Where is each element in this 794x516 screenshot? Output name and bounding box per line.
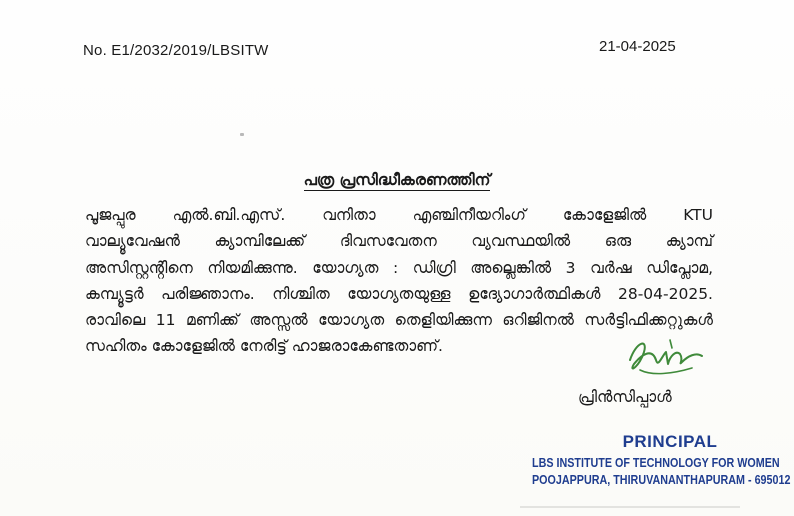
body-line: അസിസ്റ്റൻ്റിനെ നിയമിക്കുന്നു. യോഗ്യത : ഡിഗ്രി അല്ലെങ്കിൽ 3 വർഷ ഡിപ്ലോമ,	[85, 258, 713, 277]
body-line: പൂജപ്പുര എൽ.ബി.എസ്. വനിതാ എഞ്ചിനീയറിംഗ് കോളേജിൽ KTU	[85, 206, 713, 224]
paper-edge	[520, 506, 740, 508]
seal-institution-name: LBS INSTITUTE OF TECHNOLOGY FOR WOMEN	[532, 456, 780, 470]
body-line: രാവിലെ 11 മണിക്ക് അസ്സൽ യോഗ്യത തെളിയിക്കുന്ന ഒറിജിനൽ സർട്ടിഫിക്കറ്റുകൾ	[85, 311, 713, 330]
body-line: കമ്പ്യൂട്ടർ പരിജ്ഞാനം. നിശ്ചിത യോഗ്യതയുള്ള ഉദ്യോഗാർത്ഥികൾ 28-04-2025.	[85, 284, 713, 303]
notice-heading-text: പത്ര പ്രസിദ്ധീകരണത്തിന്	[303, 171, 491, 189]
institution-seal	[520, 432, 791, 487]
reference-number: No. E1/2032/2019/LBSITW	[83, 42, 269, 59]
notice-body	[85, 202, 713, 360]
seal-address: POOJAPPURA, THIRUVANANTHAPURAM - 695012	[532, 473, 791, 487]
document-date: 21-04-2025	[599, 38, 676, 55]
paper-mark	[240, 133, 244, 136]
seal-designation: PRINCIPAL	[622, 432, 718, 451]
handwritten-signature	[622, 330, 712, 385]
body-line: സഹിതം കോളേജിൽ നേരിട്ട് ഹാജരാകേണ്ടതാണ്.	[85, 337, 443, 356]
body-line: വാല്യൂവേഷൻ ക്യാമ്പിലേക്ക് ദിവസവേതന വ്യവസ്ഥയിൽ ഒരു ക്യാമ്പ്	[85, 232, 713, 251]
signatory-title: പ്രിൻസിപ്പാൾ	[578, 388, 672, 406]
notice-heading	[0, 171, 794, 190]
